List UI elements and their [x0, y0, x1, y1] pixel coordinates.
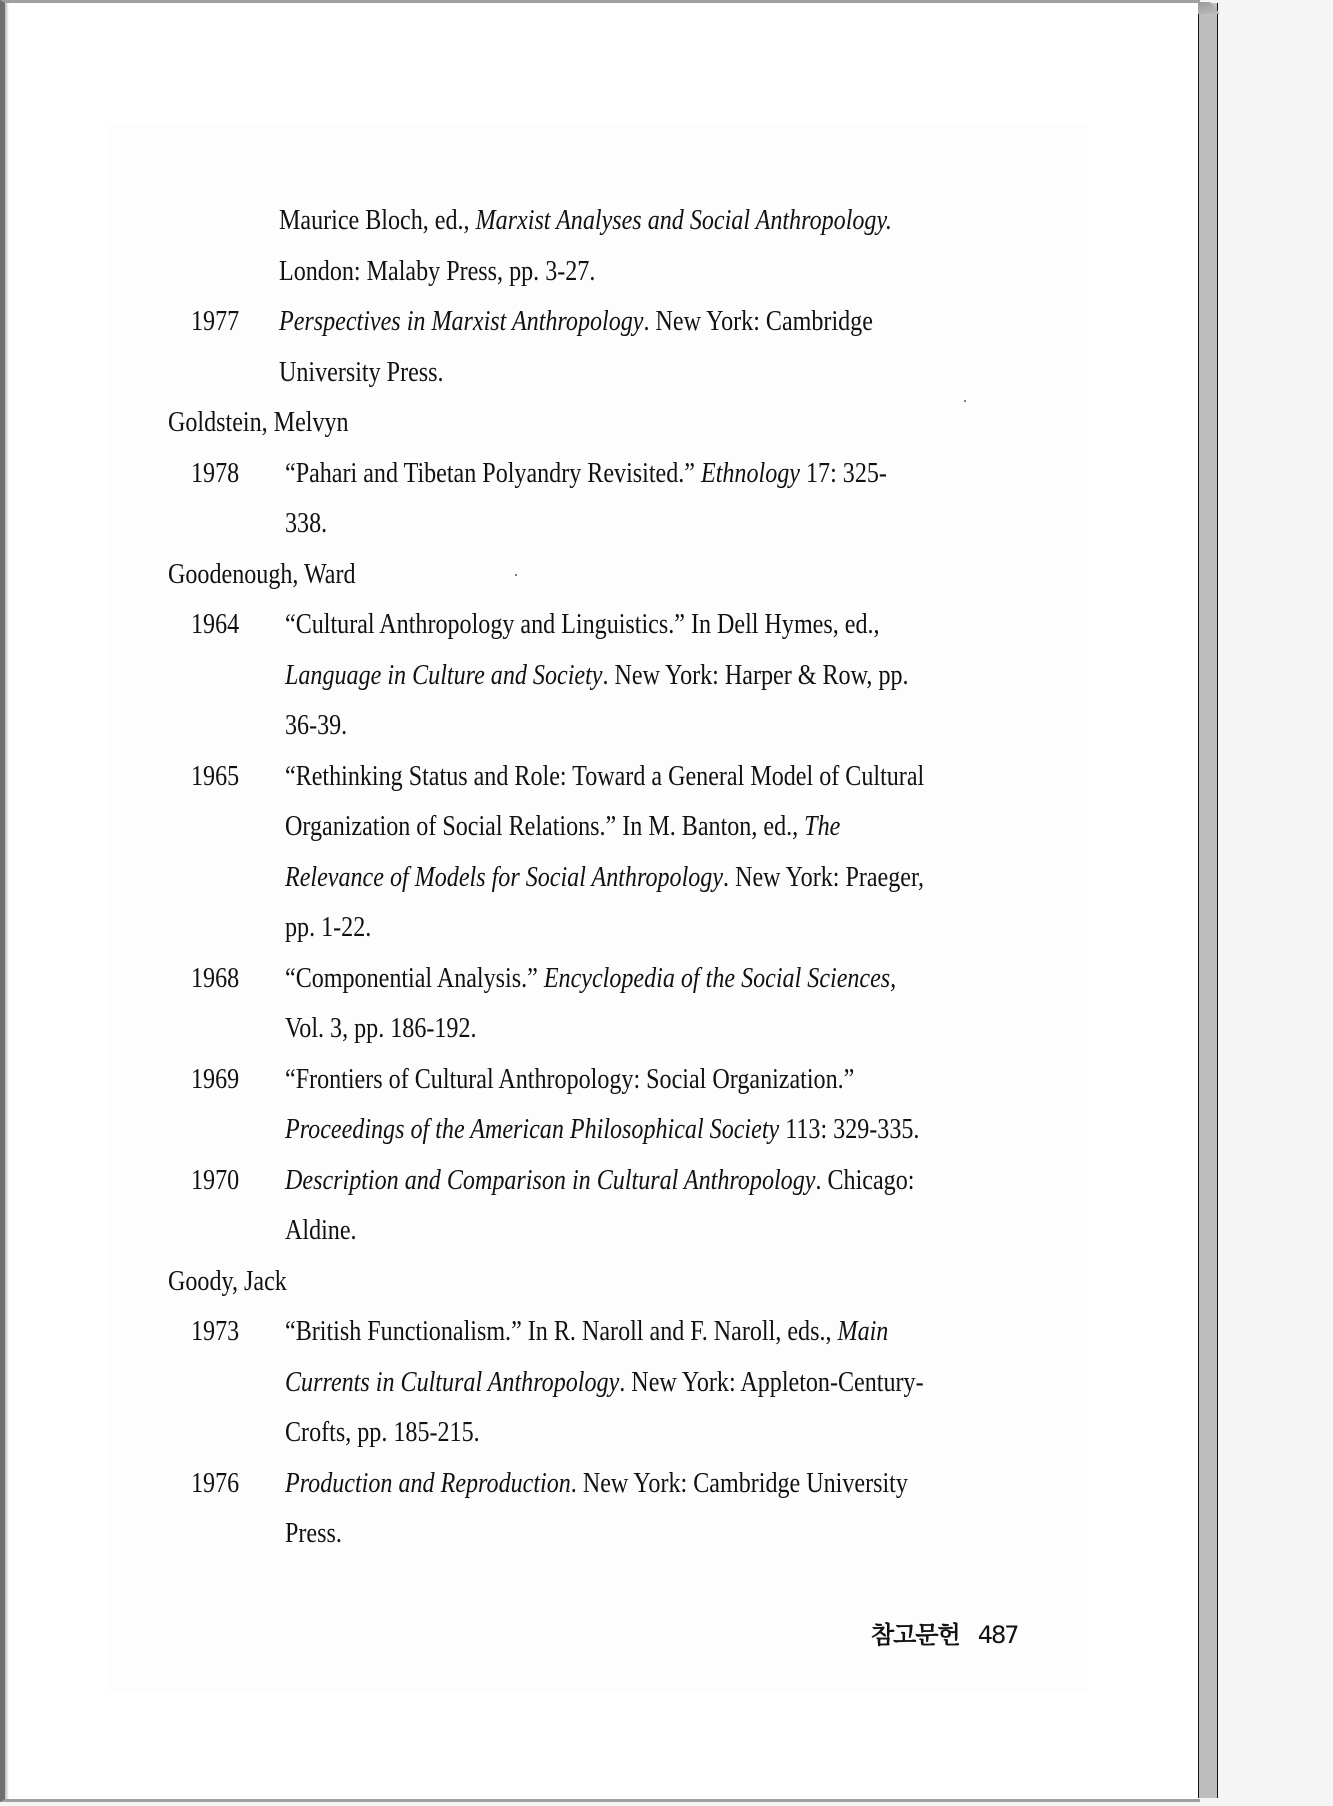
reference-text: 338. — [285, 508, 328, 539]
reference-year: 1977 — [191, 306, 240, 337]
reference-year: 1964 — [191, 609, 240, 640]
reference-line — [279, 254, 595, 290]
reference-line — [279, 203, 892, 239]
author-name: Goldstein, Melvyn — [168, 407, 349, 438]
author-name: Goody, Jack — [168, 1265, 287, 1297]
reference-text: “Rethinking Status and Role: Toward a General Model of Cultural — [285, 760, 925, 792]
reference-text: 113: 329-335. — [779, 1114, 920, 1145]
reference-line — [285, 1516, 342, 1552]
reference-line — [285, 759, 924, 795]
reference-text: Press. — [285, 1518, 342, 1549]
reference-line — [285, 1112, 919, 1148]
reference-text: . New York: Cambridge University — [570, 1467, 908, 1499]
reference-year: 1973 — [191, 1316, 240, 1347]
reference-line — [279, 355, 444, 391]
reference-line — [285, 809, 840, 845]
reference-text: . Chicago: — [815, 1164, 915, 1196]
reference-text: Vol. 3, pp. 186-192. — [285, 1013, 477, 1044]
reference-line — [285, 860, 924, 896]
italic-title: Description and Comparison in Cultural Anthropology — [285, 1164, 816, 1196]
author-name: Goodenough, Ward — [168, 558, 356, 590]
reference-text: . New York: Harper & Row, pp. — [602, 659, 909, 691]
reference-text: 36-39. — [285, 710, 348, 741]
reference-text: University Press. — [279, 356, 444, 388]
italic-title: Marxist Analyses and Social Anthropology. — [475, 205, 892, 236]
italic-title: Ethnology — [700, 457, 800, 489]
reference-text: Aldine. — [285, 1215, 357, 1246]
italic-title: Perspectives in Marxist Anthropology — [279, 306, 644, 337]
reference-text: Maurice Bloch, ed., — [279, 205, 476, 236]
reference-text: . New York: Praeger, — [723, 861, 925, 893]
reference-text: “Frontiers of Cultural Anthropology: Social Organization.” — [285, 1063, 855, 1095]
footer-section-title: 참고문헌 — [871, 1621, 960, 1649]
page-number: 487 — [977, 1621, 1018, 1649]
reference-line — [285, 1466, 908, 1502]
reference-year: 1970 — [191, 1164, 240, 1196]
reference-year: 1968 — [191, 962, 240, 994]
italic-title: Language in Culture and Society — [285, 659, 603, 691]
reference-text: 17: 325- — [799, 457, 887, 489]
reference-line — [285, 1365, 924, 1401]
reference-line — [285, 1314, 888, 1350]
reference-line — [285, 708, 347, 744]
reference-text: “Componential Analysis.” — [285, 962, 544, 994]
reference-year: 1976 — [191, 1467, 240, 1499]
italic-title: Proceedings of the American Philosophical Society — [285, 1114, 780, 1145]
reference-line — [285, 658, 909, 694]
reference-text: pp. 1-22. — [285, 912, 372, 943]
reference-line — [285, 456, 887, 492]
reference-line — [285, 1011, 477, 1047]
reference-line — [285, 1213, 357, 1249]
italic-title: The — [804, 811, 841, 842]
scan-speck — [515, 574, 517, 576]
reference-text: . New York: Cambridge — [643, 306, 873, 337]
italic-title: Encyclopedia of the Social Sciences, — [543, 962, 897, 994]
italic-title: Currents in Cultural Anthropology — [285, 1366, 620, 1398]
reference-text: Organization of Social Relations.” In M. Banton, ed., — [285, 811, 805, 842]
scanned-text-area — [109, 123, 1089, 1693]
page-edge-right — [1198, 3, 1218, 1798]
reference-text: . New York: Appleton-Century- — [619, 1366, 924, 1398]
italic-title: Main — [837, 1316, 889, 1347]
reference-line — [285, 1062, 854, 1098]
reference-text: Crofts, pp. 185-215. — [285, 1417, 480, 1448]
italic-title: Relevance of Models for Social Anthropology — [285, 861, 724, 893]
italic-title: Production and Reproduction — [285, 1467, 571, 1499]
reference-text: London: Malaby Press, pp. 3-27. — [279, 255, 596, 287]
reference-line — [285, 1415, 480, 1451]
reference-text: “British Functionalism.” In R. Naroll and F. Naroll, eds., — [285, 1316, 838, 1347]
scan-speck — [964, 400, 966, 402]
reference-text: “Pahari and Tibetan Polyandry Revisited.” — [285, 457, 701, 489]
reference-year: 1978 — [191, 457, 240, 489]
reference-text: “Cultural Anthropology and Linguistics.” In Dell Hymes, ed., — [285, 609, 880, 640]
reference-line — [285, 506, 327, 542]
reference-line — [285, 607, 880, 643]
reference-line — [285, 1163, 914, 1199]
page-footer — [871, 1615, 1018, 1650]
reference-year: 1965 — [191, 760, 240, 792]
reference-line — [285, 961, 896, 997]
reference-line — [279, 304, 873, 340]
reference-year: 1969 — [191, 1063, 240, 1095]
reference-line — [285, 910, 371, 946]
